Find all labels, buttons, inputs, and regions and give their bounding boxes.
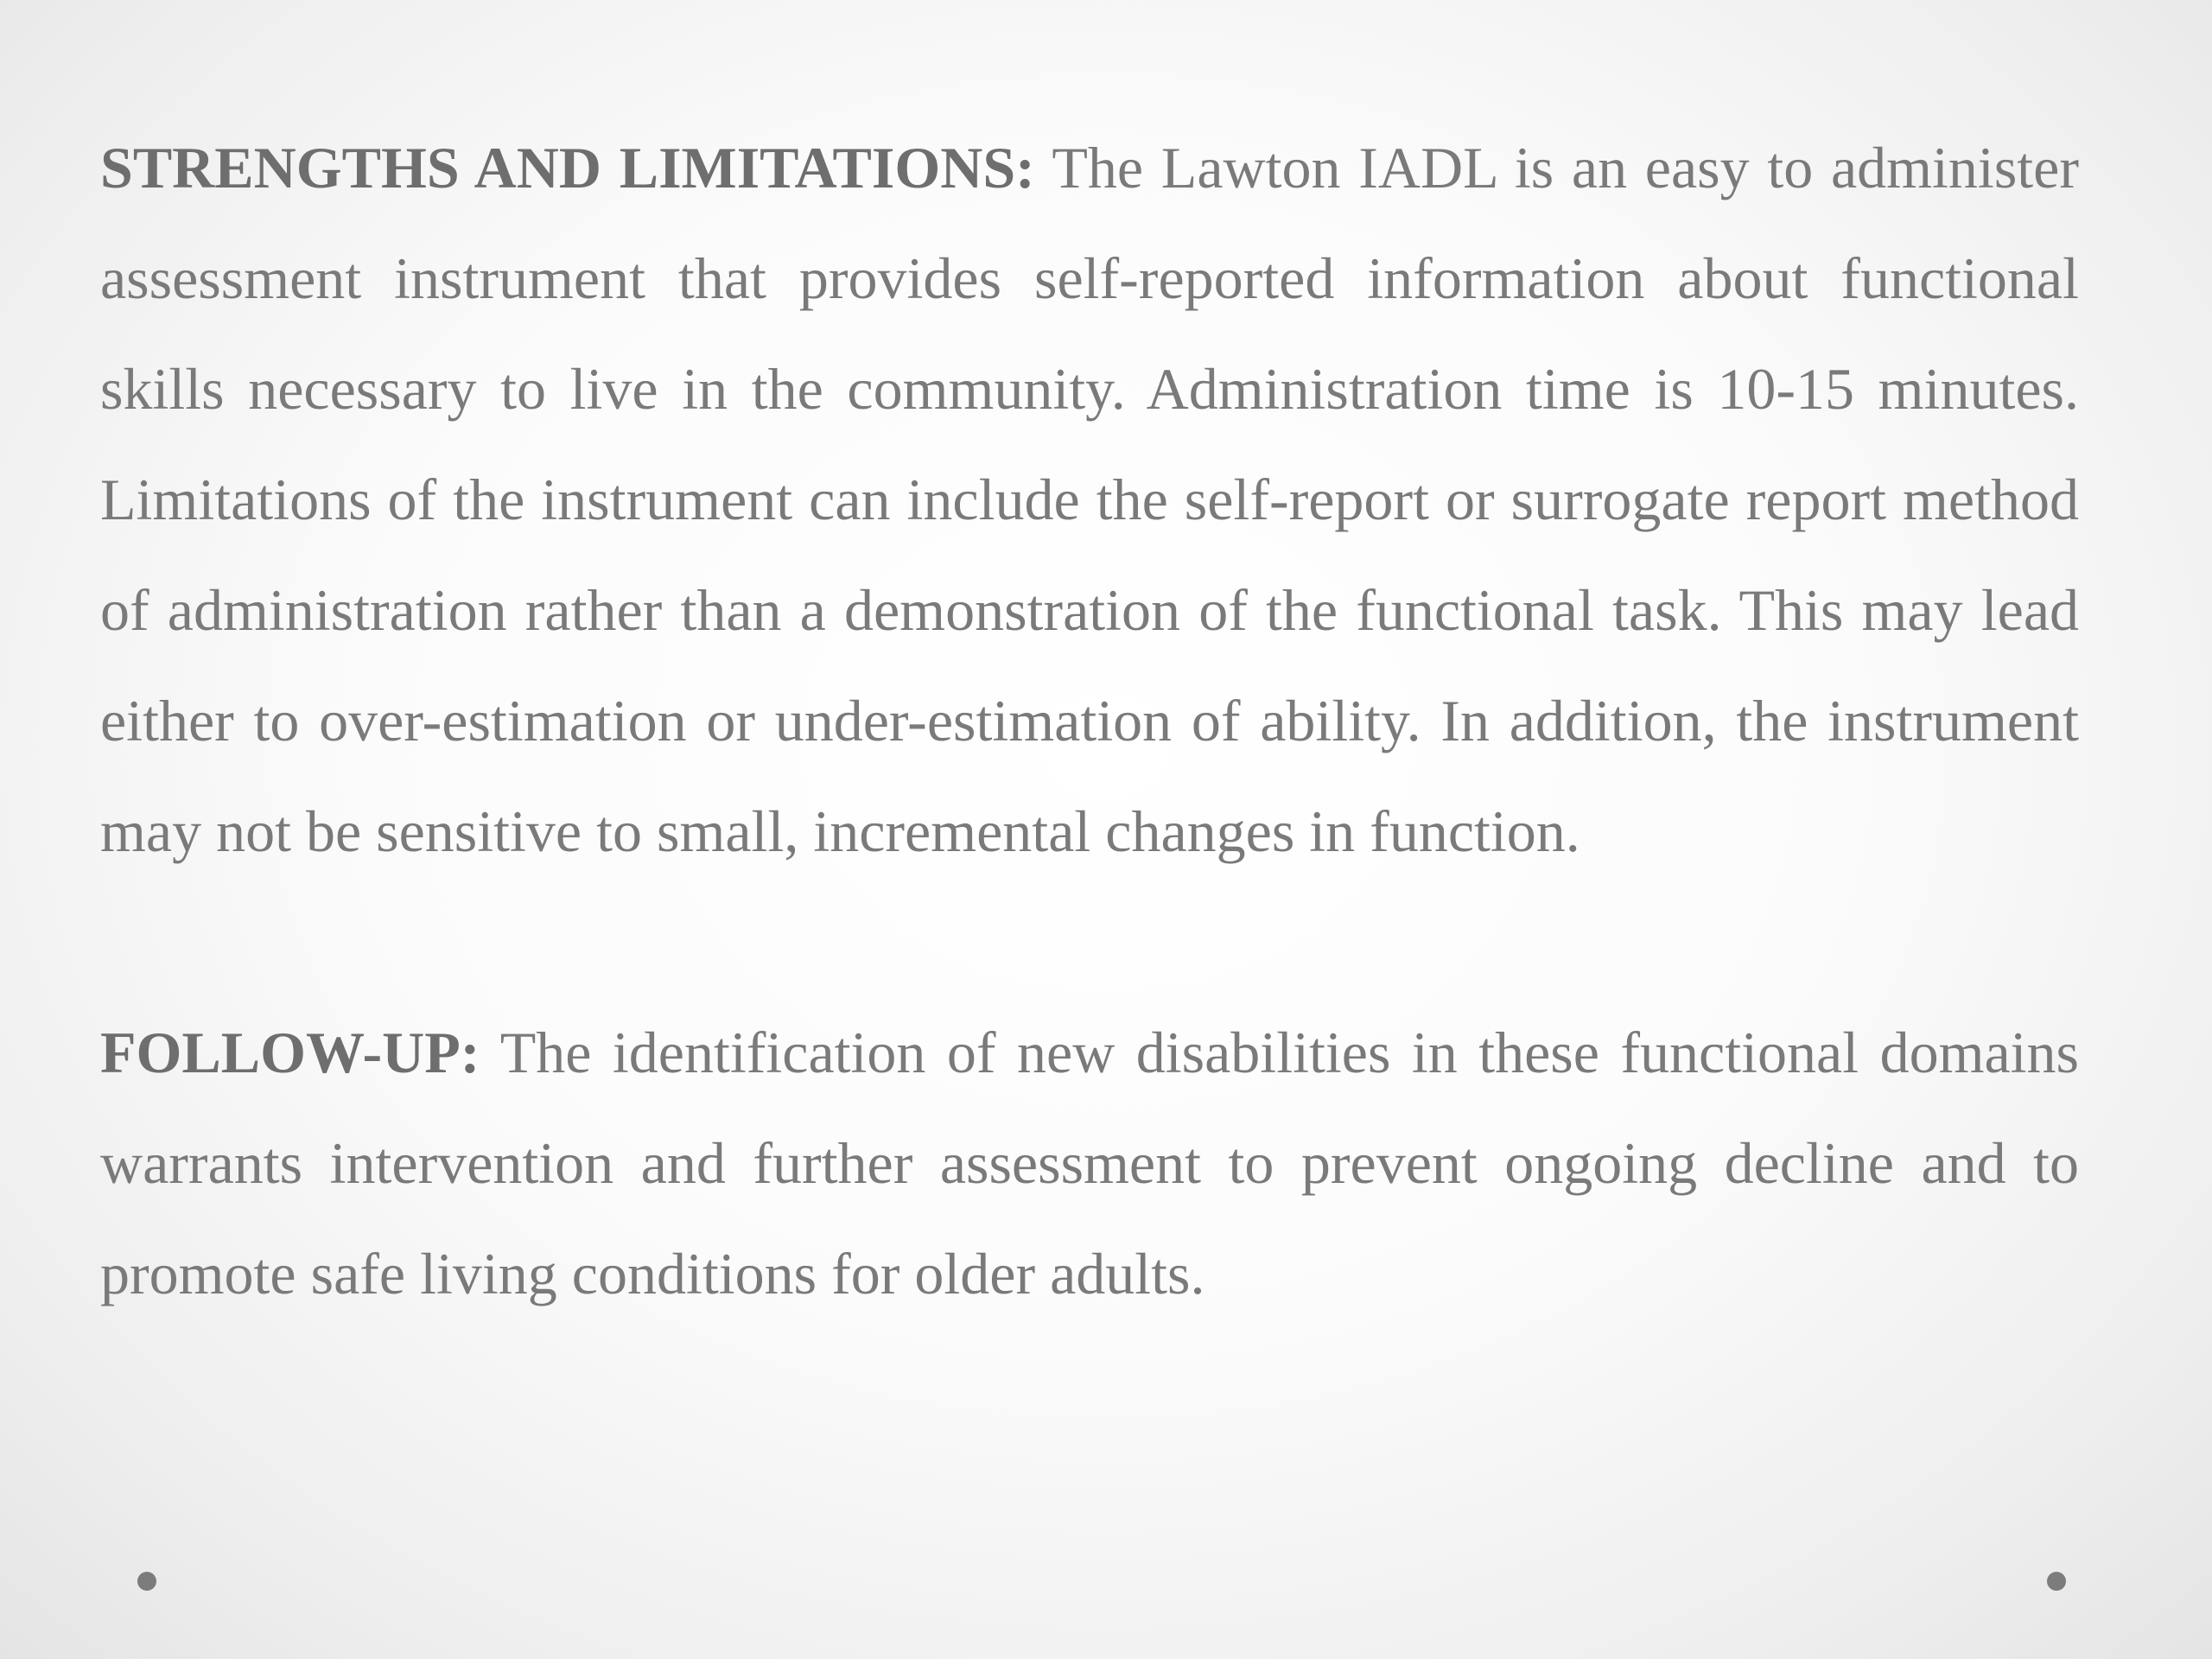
slide-body xyxy=(100,112,2079,1329)
strengths-limitations-heading: STRENGTHS AND LIMITATIONS: xyxy=(100,135,1035,200)
strengths-limitations-text: The Lawton IADL is an easy to administer assessment instrument that provides self-reported information about functional skills necessary to live in the community. Administration time is 10-15 minutes. Limitations of the instrument can include the self-report or surrogate report method of administration rather than a demonstration of the functional task. This may lead either to over-estimation or under-estimation of ability. In addition, the instrument may not be sensitive to small, incremental changes in function. xyxy=(100,135,2080,864)
right-corner-dot xyxy=(2047,1572,2066,1591)
follow-up-paragraph xyxy=(100,997,2079,1329)
follow-up-text: The identification of new disabilities in these functional domains warrants intervention and further assessment to prevent ongoing decline and to promote safe living conditions for older adults. xyxy=(100,1020,2079,1306)
left-corner-dot xyxy=(137,1572,156,1591)
strengths-limitations-paragraph xyxy=(100,112,2079,887)
follow-up-heading: FOLLOW-UP: xyxy=(100,1020,480,1085)
